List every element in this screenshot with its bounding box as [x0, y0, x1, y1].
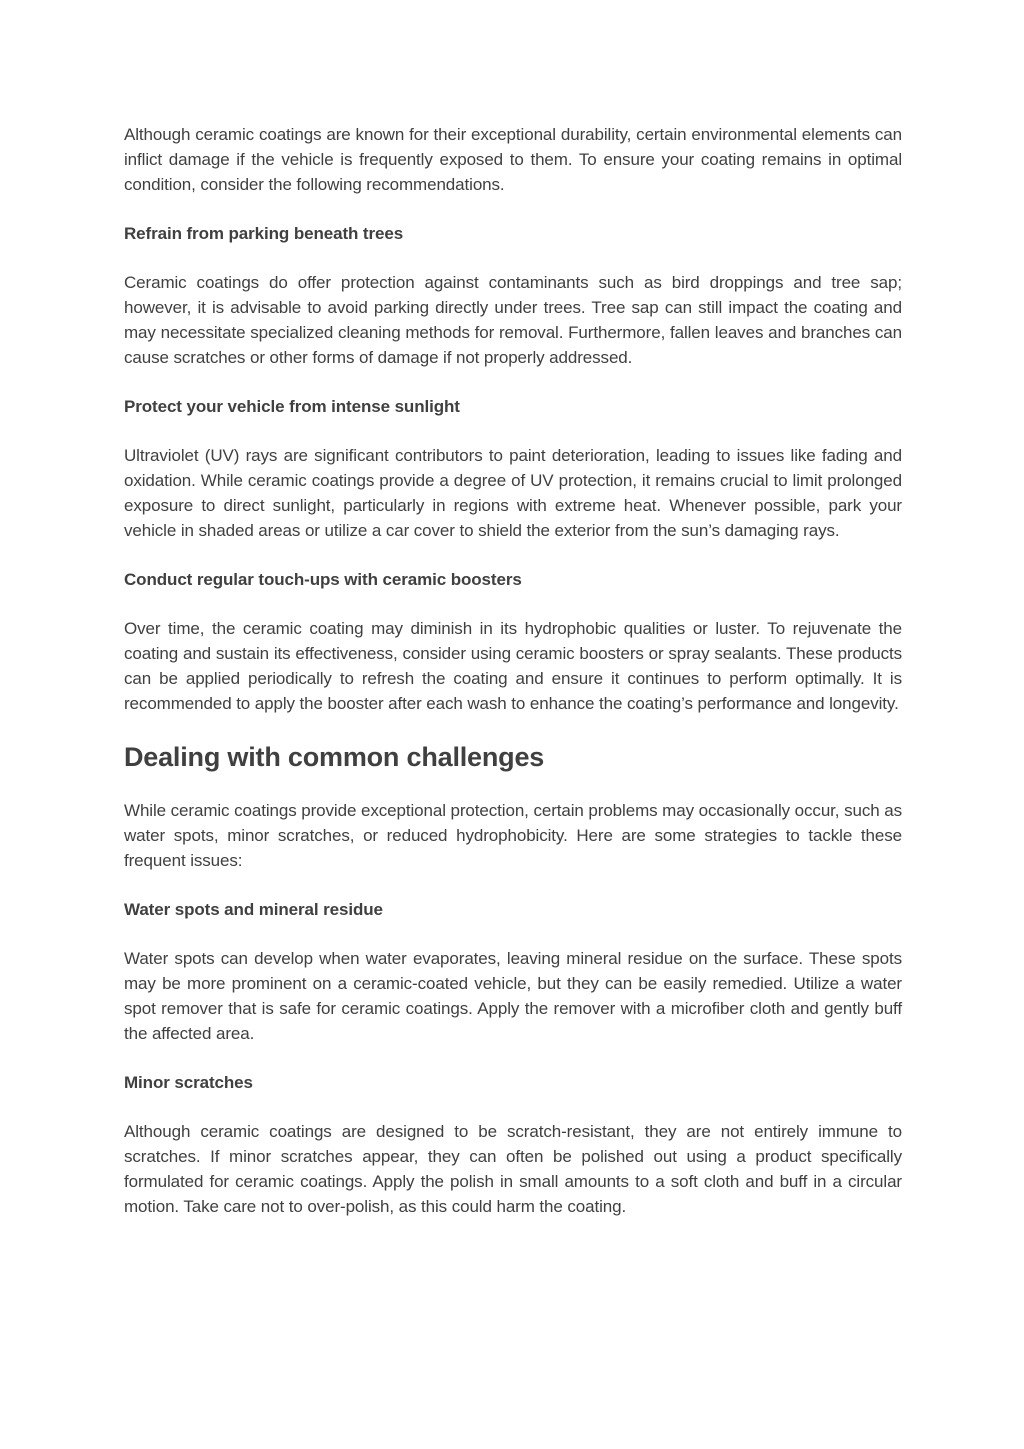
issue-heading-water-spots: Water spots and mineral residue [124, 900, 383, 919]
tip-body-sunlight: Ultraviolet (UV) rays are significant contributors to paint deterioration, leading to issues like fading and oxidation. While ceramic coatings provide a degree of UV protection, it remains crucial to limit prolonged exposure to direct sunlight, particularly in regions with extreme heat. Whenever possible, park your vehicle in shaded areas or utilize a car cover to shield the exterior from the sun’s damaging rays. [124, 446, 902, 540]
tip-body-boosters: Over time, the ceramic coating may diminish in its hydrophobic qualities or luster. To rejuvenate the coating and sustain its effectiveness, consider using ceramic boosters or spray sealants. These products can be applied periodically to refresh the coating and ensure it continues to perform optimally. It is recommended to apply the booster after each wash to enhance the coating’s performance and longevity. [124, 619, 902, 713]
tip-heading-boosters: Conduct regular touch-ups with ceramic boosters [124, 570, 522, 589]
section-intro: While ceramic coatings provide exceptional protection, certain problems may occasionally occur, such as water spots, minor scratches, or reduced hydrophobicity. Here are some strategies to tackle these frequent issues: [124, 801, 902, 870]
tip-body-trees: Ceramic coatings do offer protection against contaminants such as bird droppings and tree sap; however, it is advisable to avoid parking directly under trees. Tree sap can still impact the coating and may necessitate specialized cleaning methods for removal. Furthermore, fallen leaves and branches can cause scratches or other forms of damage if not properly addressed. [124, 273, 902, 367]
section-title: Dealing with common challenges [124, 742, 545, 772]
issue-heading-scratches: Minor scratches [124, 1073, 253, 1092]
document-page [124, 122, 902, 1243]
intro-paragraph: Although ceramic coatings are known for their exceptional durability, certain environmental elements can inflict damage if the vehicle is frequently exposed to them. To ensure your coating remains in optimal condition, consider the following recommendations. [124, 125, 902, 194]
tip-heading-trees: Refrain from parking beneath trees [124, 224, 404, 243]
issue-body-scratches: Although ceramic coatings are designed to be scratch-resistant, they are not entirely immune to scratches. If minor scratches appear, they can often be polished out using a product specifically formulated for ceramic coatings. Apply the polish in small amounts to a soft cloth and buff in a circular motion. Take care not to over-polish, as this could harm the coating. [124, 1122, 902, 1216]
tip-heading-sunlight: Protect your vehicle from intense sunlight [124, 397, 460, 416]
issue-body-water-spots: Water spots can develop when water evaporates, leaving mineral residue on the surface. These spots may be more prominent on a ceramic-coated vehicle, but they can be easily remedied. Utilize a water spot remover that is safe for ceramic coatings. Apply the remover with a microfiber cloth and gently buff the affected area. [124, 949, 902, 1043]
